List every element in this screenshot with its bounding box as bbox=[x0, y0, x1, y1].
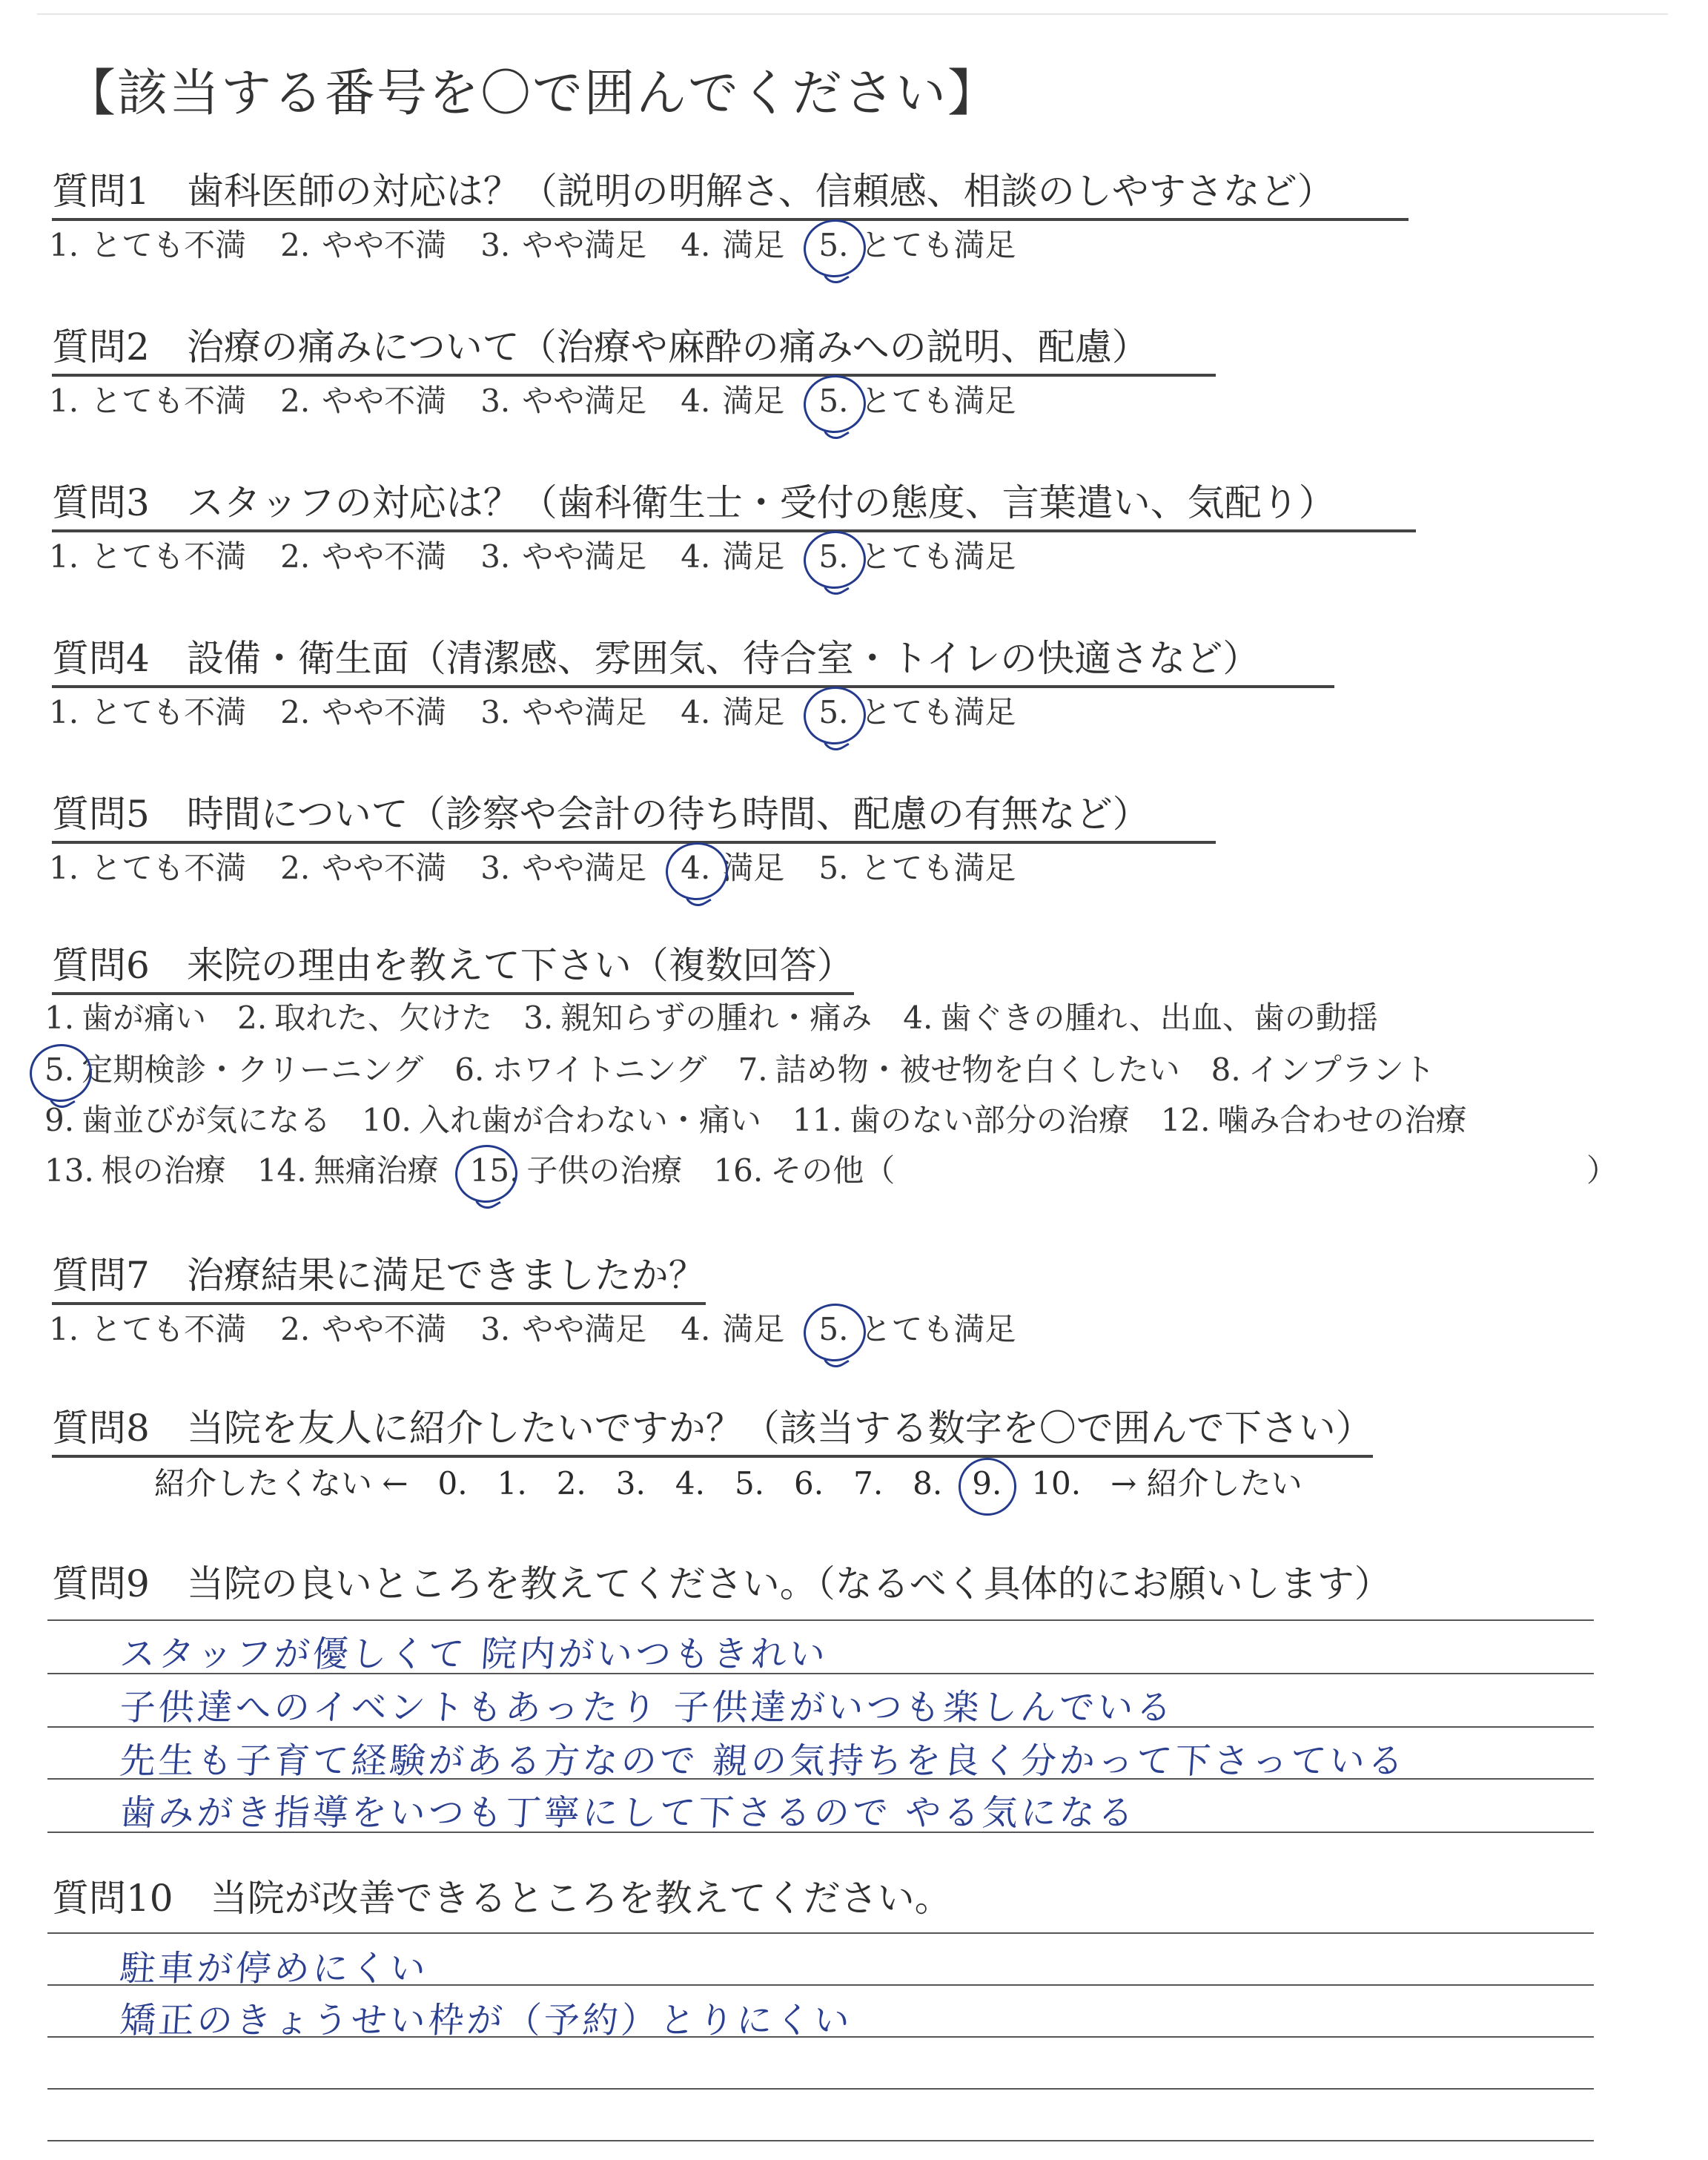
q10-answer-text: 駐車が停めにくい bbox=[118, 1948, 430, 1989]
q1-option-number: 3. bbox=[480, 227, 511, 263]
q6-option[interactable] bbox=[903, 994, 1378, 1038]
q2-option-label: やや満足 bbox=[522, 383, 647, 419]
q6-option[interactable] bbox=[237, 994, 492, 1038]
q6-row bbox=[44, 994, 1409, 1038]
q1-option-5[interactable] bbox=[818, 221, 1016, 265]
q3-option-label: やや不満 bbox=[322, 538, 447, 575]
q6-option[interactable] bbox=[792, 1096, 1130, 1140]
q8-scale-9[interactable]: 9. bbox=[972, 1465, 1002, 1502]
q6-row bbox=[44, 1146, 1618, 1191]
q5-option-label: 満足 bbox=[722, 850, 785, 886]
q1-option-number: 5. bbox=[818, 227, 849, 263]
q8-scale-0[interactable]: 0. bbox=[437, 1465, 468, 1502]
q8-scale-8[interactable]: 8. bbox=[913, 1465, 943, 1502]
q5-option-4[interactable] bbox=[681, 844, 784, 888]
q6-option-number: 10. bbox=[362, 1102, 411, 1138]
q4-option-label: とても不満 bbox=[90, 694, 247, 730]
q1-option-label: 満足 bbox=[722, 227, 785, 263]
q4-option-label: 満足 bbox=[722, 694, 785, 730]
q6-option[interactable] bbox=[44, 1096, 331, 1140]
answer-line bbox=[47, 2140, 1594, 2141]
q6-option-label: インプラント bbox=[1248, 1051, 1435, 1088]
q8-scale-4[interactable]: 4. bbox=[675, 1465, 705, 1502]
q6-option-label: 無痛治療 bbox=[314, 1152, 439, 1189]
q5-option-label: とても不満 bbox=[90, 850, 247, 886]
q6-title: 質問6 来院の理由を教えて下さい（複数回答） bbox=[52, 936, 854, 995]
q6-option-number: 13. bbox=[44, 1152, 94, 1189]
q8-scale-3[interactable]: 3. bbox=[615, 1465, 646, 1502]
q7-option-label: とても満足 bbox=[860, 1311, 1016, 1347]
q5-option-label: とても満足 bbox=[860, 850, 1016, 886]
q2-option-label: とても不満 bbox=[90, 383, 247, 419]
q7-option-4[interactable] bbox=[681, 1305, 784, 1350]
q2-title: 質問2 治療の痛みについて（治療や麻酔の痛みへの説明、配慮） bbox=[52, 317, 1216, 377]
q8-scale-1[interactable]: 1. bbox=[497, 1465, 527, 1502]
q1-option-label: とても不満 bbox=[90, 227, 247, 263]
q9-answer-text: 子供達へのイベントもあったり 子供達がいつも楽しんでいる bbox=[118, 1687, 1176, 1728]
q3-option-2[interactable] bbox=[280, 532, 446, 577]
q1-option-label: とても満足 bbox=[860, 227, 1016, 263]
q6-option[interactable] bbox=[470, 1146, 683, 1191]
q3-option-5[interactable] bbox=[818, 532, 1016, 577]
q3-option-number: 3. bbox=[480, 538, 511, 575]
q7-title: 質問7 治療結果に満足できましたか？ bbox=[52, 1246, 706, 1305]
q8-scale-2[interactable]: 2. bbox=[556, 1465, 586, 1502]
q5-option-2[interactable] bbox=[280, 844, 446, 888]
q6-option-label: 噛み合わせの治療 bbox=[1217, 1102, 1467, 1138]
q6-option-label: その他（ bbox=[770, 1152, 896, 1189]
q6-option-number: 4. bbox=[903, 1000, 933, 1036]
q7-options bbox=[49, 1305, 1050, 1350]
q6-option[interactable] bbox=[523, 994, 872, 1038]
top-rule bbox=[37, 13, 1668, 15]
q4-option-3[interactable] bbox=[480, 688, 646, 733]
q3-option-number: 5. bbox=[818, 538, 849, 575]
q3-options bbox=[49, 532, 1050, 577]
q2-options bbox=[49, 377, 1050, 421]
q6-option-label: 歯並びが気になる bbox=[82, 1102, 331, 1138]
q8-scale-5[interactable]: 5. bbox=[734, 1465, 765, 1502]
q7-option-3[interactable] bbox=[480, 1305, 646, 1350]
q7-option-5[interactable] bbox=[818, 1305, 1016, 1350]
q6-option-label: 詰め物・被せ物を白くしたい bbox=[775, 1051, 1180, 1088]
q3-option-label: とても不満 bbox=[90, 538, 247, 575]
q8-scale bbox=[154, 1459, 1332, 1504]
answer-line bbox=[47, 1932, 1594, 1934]
q3-option-number: 1. bbox=[49, 538, 79, 575]
q4-option-number: 1. bbox=[49, 694, 79, 730]
q7-option-number: 5. bbox=[818, 1311, 849, 1347]
q3-option-label: とても満足 bbox=[860, 538, 1016, 575]
q5-option-number: 3. bbox=[480, 850, 511, 886]
q5-option-label: やや不満 bbox=[322, 850, 447, 886]
q6-option-number: 9. bbox=[44, 1102, 75, 1138]
q9-answer-text: 先生も子育て経験がある方なので 親の気持ちを良く分かって下さっている bbox=[118, 1740, 1408, 1782]
q6-option[interactable] bbox=[44, 994, 206, 1038]
q7-option-label: やや不満 bbox=[322, 1311, 447, 1347]
q3-option-label: やや満足 bbox=[522, 538, 647, 575]
q6-option[interactable] bbox=[713, 1146, 895, 1191]
q8-scale-7[interactable]: 7. bbox=[853, 1465, 884, 1502]
q2-option-label: とても満足 bbox=[860, 383, 1016, 419]
q6-row bbox=[44, 1096, 1498, 1140]
q2-option-3[interactable] bbox=[480, 377, 646, 421]
q6-option-label: 定期検診・クリーニング bbox=[82, 1051, 424, 1088]
q7-option-number: 4. bbox=[681, 1311, 711, 1347]
q4-option-label: やや満足 bbox=[522, 694, 647, 730]
q6-option[interactable] bbox=[257, 1146, 439, 1191]
q7-option-1[interactable] bbox=[49, 1305, 246, 1350]
q6-other-close: ） bbox=[1586, 1152, 1618, 1189]
answer-line bbox=[47, 2088, 1594, 2090]
q6-option-number: 3. bbox=[523, 1000, 554, 1036]
q5-options bbox=[49, 844, 1050, 888]
q1-option-label: やや不満 bbox=[322, 227, 447, 263]
q2-option-label: やや不満 bbox=[322, 383, 447, 419]
q6-option-number: 8. bbox=[1211, 1051, 1241, 1088]
q7-option-label: とても不満 bbox=[90, 1311, 247, 1347]
q6-option-label: 根の治療 bbox=[101, 1152, 226, 1189]
q7-option-label: 満足 bbox=[722, 1311, 785, 1347]
q1-option-number: 4. bbox=[681, 227, 711, 263]
q4-option-1[interactable] bbox=[49, 688, 246, 733]
q6-option-number: 16. bbox=[713, 1152, 764, 1189]
q7-option-number: 1. bbox=[49, 1311, 79, 1347]
q3-title: 質問3 スタッフの対応は？（歯科衛生士・受付の態度、言葉遣い、気配り） bbox=[52, 473, 1416, 532]
q10-answer-text: 矯正のきょうせい枠が（予約）とりにくい bbox=[118, 2000, 854, 2041]
q6-option[interactable] bbox=[1161, 1096, 1467, 1140]
q8-title: 質問8 当院を友人に紹介したいですか？（該当する数字を〇で囲んで下さい） bbox=[52, 1398, 1373, 1458]
q6-option-label: 入れ歯が合わない・痛い bbox=[418, 1102, 761, 1138]
q2-option-1[interactable] bbox=[49, 377, 246, 421]
q4-option-5[interactable] bbox=[818, 688, 1016, 733]
q6-option-number: 7. bbox=[738, 1051, 768, 1088]
q1-option-label: やや満足 bbox=[522, 227, 647, 263]
q6-option-number: 14. bbox=[256, 1152, 307, 1189]
q7-option-2[interactable] bbox=[280, 1305, 446, 1350]
page-title: 【該当する番号を〇で囲んでください】 bbox=[65, 65, 1000, 123]
q5-option-label: やや満足 bbox=[522, 850, 647, 886]
q4-title: 質問4 設備・衛生面（清潔感、雰囲気、待合室・トイレの快適さなど） bbox=[52, 629, 1334, 688]
q6-option-label: 歯ぐきの腫れ、出血、歯の動揺 bbox=[940, 1000, 1378, 1036]
q5-option-number: 1. bbox=[49, 850, 79, 886]
q1-options bbox=[49, 221, 1050, 265]
q6-option-number: 2. bbox=[237, 1000, 268, 1036]
q4-option-label: とても満足 bbox=[860, 694, 1016, 730]
q3-option-4[interactable] bbox=[681, 532, 784, 577]
q1-option-1[interactable] bbox=[49, 221, 246, 265]
q7-option-number: 3. bbox=[480, 1311, 511, 1347]
q3-option-3[interactable] bbox=[480, 532, 646, 577]
q3-option-label: 満足 bbox=[722, 538, 785, 575]
q6-option-label: 歯のない部分の治療 bbox=[849, 1102, 1130, 1138]
q3-option-number: 4. bbox=[681, 538, 711, 575]
q5-option-5[interactable] bbox=[818, 844, 1016, 888]
q6-option-label: 歯が痛い bbox=[82, 1000, 207, 1036]
q3-option-1[interactable] bbox=[49, 532, 246, 577]
q6-row bbox=[44, 1046, 1466, 1090]
q1-option-number: 2. bbox=[280, 227, 311, 263]
q1-option-number: 1. bbox=[49, 227, 79, 263]
q6-option-number: 1. bbox=[44, 1000, 75, 1036]
q8-right-label: → 紹介したい bbox=[1110, 1465, 1302, 1502]
q5-option-number: 5. bbox=[818, 850, 849, 886]
q5-title: 質問5 時間について（診察や会計の待ち時間、配慮の有無など） bbox=[52, 785, 1216, 844]
q9-answer-text: スタッフが優しくて 院内がいつもきれい bbox=[118, 1634, 830, 1675]
q6-option[interactable] bbox=[1211, 1046, 1435, 1090]
q2-option-label: 満足 bbox=[722, 383, 785, 419]
q5-option-3[interactable] bbox=[480, 844, 646, 888]
q6-option-label: 親知らずの腫れ・痛み bbox=[560, 1000, 873, 1036]
q4-option-4[interactable] bbox=[681, 688, 784, 733]
q7-option-number: 2. bbox=[280, 1311, 311, 1347]
q2-option-4[interactable] bbox=[681, 377, 784, 421]
q6-option-label: 取れた、欠けた bbox=[274, 1000, 493, 1036]
q2-option-5[interactable] bbox=[818, 377, 1016, 421]
q1-option-4[interactable] bbox=[681, 221, 784, 265]
q5-option-number: 4. bbox=[681, 850, 711, 886]
q10-title: 質問10 当院が改善できるところを教えてください。 bbox=[52, 1877, 952, 1920]
q4-option-label: やや不満 bbox=[322, 694, 447, 730]
q4-option-number: 5. bbox=[818, 694, 849, 730]
q4-options bbox=[49, 688, 1050, 733]
q5-option-number: 2. bbox=[280, 850, 311, 886]
q6-option-number: 6. bbox=[454, 1051, 485, 1088]
q1-title: 質問1 歯科医師の対応は？（説明の明解さ、信頼感、相談のしやすさなど） bbox=[52, 162, 1409, 221]
q6-option-number: 15. bbox=[469, 1152, 520, 1189]
q3-option-number: 2. bbox=[280, 538, 311, 575]
q6-option[interactable] bbox=[44, 1046, 423, 1090]
q1-option-3[interactable] bbox=[480, 221, 646, 265]
answer-line bbox=[47, 1619, 1594, 1621]
q2-option-number: 4. bbox=[681, 383, 711, 419]
q6-option-number: 12. bbox=[1160, 1102, 1211, 1138]
q5-option-1[interactable] bbox=[49, 844, 246, 888]
q6-option-number: 5. bbox=[44, 1051, 75, 1088]
q6-option[interactable] bbox=[454, 1046, 706, 1090]
q8-scale-6[interactable]: 6. bbox=[794, 1465, 824, 1502]
q4-option-number: 3. bbox=[480, 694, 511, 730]
q8-scale-10[interactable]: 10. bbox=[1031, 1465, 1082, 1502]
q6-option-label: 子供の治療 bbox=[526, 1152, 683, 1189]
q4-option-2[interactable] bbox=[280, 688, 446, 733]
q6-option-number: 11. bbox=[792, 1102, 842, 1138]
q6-option-label: ホワイトニング bbox=[491, 1051, 707, 1088]
q1-option-2[interactable] bbox=[280, 221, 446, 265]
q8-left-label: 紹介したくない ← bbox=[154, 1465, 408, 1502]
q6-option[interactable] bbox=[44, 1146, 226, 1191]
q9-title: 質問9 当院の良いところを教えてください。（なるべく具体的にお願いします） bbox=[52, 1562, 1391, 1605]
q7-option-label: やや満足 bbox=[522, 1311, 647, 1347]
q4-option-number: 2. bbox=[280, 694, 311, 730]
q6-option[interactable] bbox=[738, 1046, 1180, 1090]
q9-answer-text: 歯みがき指導をいつも丁寧にして下さるので やる気になる bbox=[118, 1792, 1138, 1834]
q2-option-2[interactable] bbox=[280, 377, 446, 421]
q2-option-number: 1. bbox=[49, 383, 79, 419]
q2-option-number: 3. bbox=[480, 383, 511, 419]
q2-option-number: 2. bbox=[280, 383, 311, 419]
q6-option[interactable] bbox=[362, 1096, 761, 1140]
q2-option-number: 5. bbox=[818, 383, 849, 419]
q4-option-number: 4. bbox=[681, 694, 711, 730]
